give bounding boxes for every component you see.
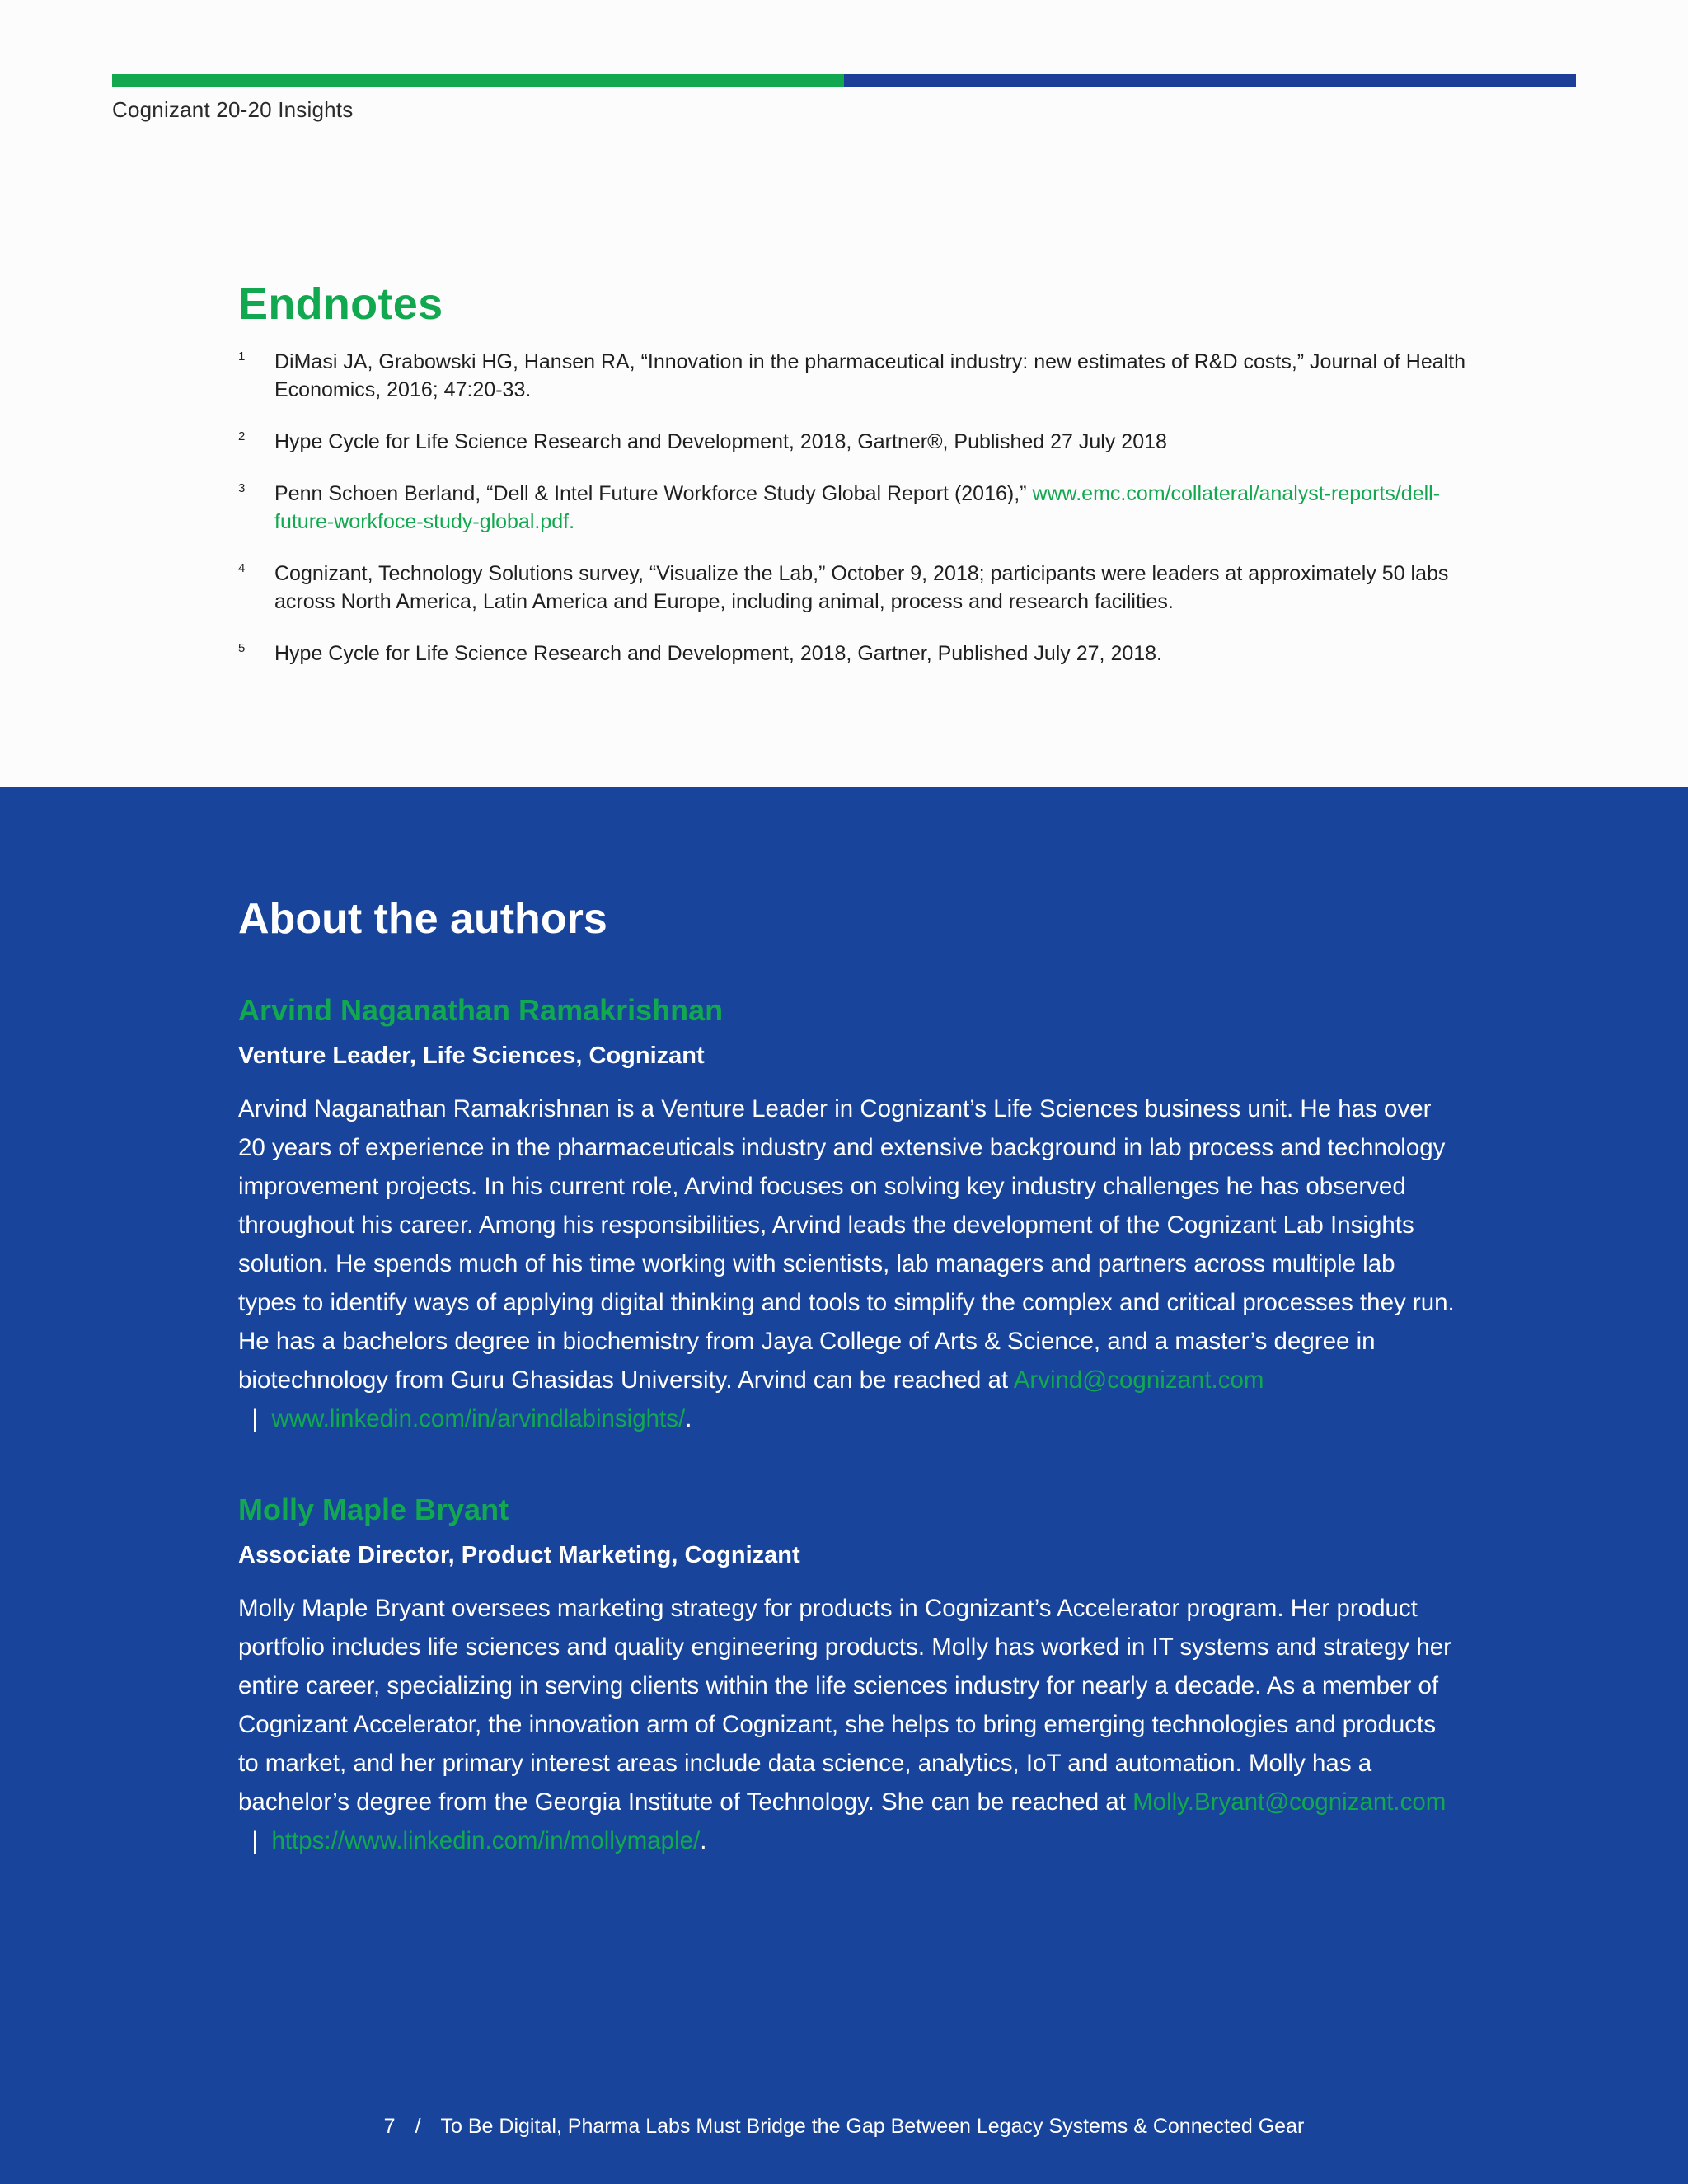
author-email-link[interactable]: Arvind@cognizant.com [1013,1366,1264,1394]
top-color-bar [112,74,1576,87]
author-name: Arvind Naganathan Ramakrishnan [238,993,724,1027]
link-separator: | [238,1405,272,1432]
footer-separator: / [415,2115,421,2138]
endnote-text: Hype Cycle for Life Science Research and Development, 2018, Gartner, Published July 27, 2018. [274,642,1163,665]
author-linkedin-link[interactable]: www.linkedin.com/in/arvindlabinsights/ [271,1405,686,1432]
endnote-item [238,640,1475,668]
top-bar-blue-segment [844,74,1576,87]
running-head: Cognizant 20-20 Insights [112,97,354,122]
endnote-number: 5 [238,641,246,655]
author-role: Venture Leader, Life Sciences, Cognizant [238,1043,705,1069]
endnotes-section [238,279,1475,691]
endnote-number: 1 [238,349,246,363]
author-linkedin-link[interactable]: https://www.linkedin.com/in/mollymaple/ [271,1827,701,1854]
author-role: Associate Director, Product Marketing, Cognizant [238,1542,800,1568]
endnotes-title: Endnotes [238,279,443,329]
endnote-number: 3 [238,481,246,495]
about-authors-title: About the authors [238,895,607,943]
endnote-number: 4 [238,561,246,575]
page-footer [0,2115,1688,2139]
endnote-item [238,480,1475,536]
endnote-item [238,428,1475,456]
author-name: Molly Maple Bryant [238,1493,509,1526]
endnote-item [238,560,1475,616]
author-block [238,1493,1458,1860]
endnote-number: 2 [238,429,246,443]
document-title: To Be Digital, Pharma Labs Must Bridge the Gap Between Legacy Systems & Connected Gear [440,2115,1305,2138]
author-email-link[interactable]: Molly.Bryant@cognizant.com [1132,1788,1447,1816]
endnote-link[interactable]: www.emc.com/collateral/analyst-reports/dell-future-workfoce-study-global.pdf. [274,482,1441,533]
about-authors-content [238,894,1458,1915]
author-bio: Arvind Naganathan Ramakrishnan is a Venture Leader in Cognizant’s Life Sciences business unit. He has over 20 years of experience in the pharmaceuticals industry and extensive background in lab process and technology improvement projects. In his current role, Arvind focuses on solving key industry challenges he has observed throughout his career. Among his responsibilities, Arvind leads the development of the Cognizant Lab Insights solution. He spends much of his time working with scientists, lab managers and partners across multiple lab types to identify ways of applying digital thinking and tools to simplify the complex and critical processes they run. He has a bachelors degree in biochemistry from Jaya College of Arts & Science, and a master’s degree in biotechnology from Guru Ghasidas University. Arvind can be reached at Arvind@cognizant.com | www.linkedin.com/in/arvindlabinsights/. [238,1095,1455,1432]
endnote-item [238,348,1475,404]
endnote-text: Penn Schoen Berland, “Dell & Intel Future Workforce Study Global Report (2016),” www.emc.com/collateral/analyst-reports/dell-future-workfoce-study-global.pdf. [274,482,1441,533]
about-authors-section [0,787,1688,2184]
endnote-text: DiMasi JA, Grabowski HG, Hansen RA, “Innovation in the pharmaceutical industry: new estimates of R&D costs,” Journal of Health Economics, 2016; 47:20-33. [274,350,1466,401]
endnote-text: Cognizant, Technology Solutions survey, “Visualize the Lab,” October 9, 2018; participants were leaders at approximately 50 labs across North America, Latin America and Europe, including animal, process and research facilities. [274,562,1449,613]
page-number: 7 [383,2115,396,2138]
author-block [238,993,1458,1438]
author-bio: Molly Maple Bryant oversees marketing strategy for products in Cognizant’s Accelerator program. Her product portfolio includes life sciences and quality engineering products. Molly has worked in IT systems and strategy her entire career, specializing in serving clients within the life sciences industry for nearly a decade. As a member of Cognizant Accelerator, the innovation arm of Cognizant, she helps to bring emerging technologies and products to market, and her primary interest areas include data science, analytics, IoT and automation. Molly has a bachelor’s degree from the Georgia Institute of Technology. She can be reached at Molly.Bryant@cognizant.com | https://www.linkedin.com/in/mollymaple/. [238,1595,1451,1854]
endnote-text: Hype Cycle for Life Science Research and Development, 2018, Gartner®, Published 27 July 2018 [274,430,1167,453]
link-separator: | [238,1827,272,1854]
top-bar-green-segment [112,74,844,87]
